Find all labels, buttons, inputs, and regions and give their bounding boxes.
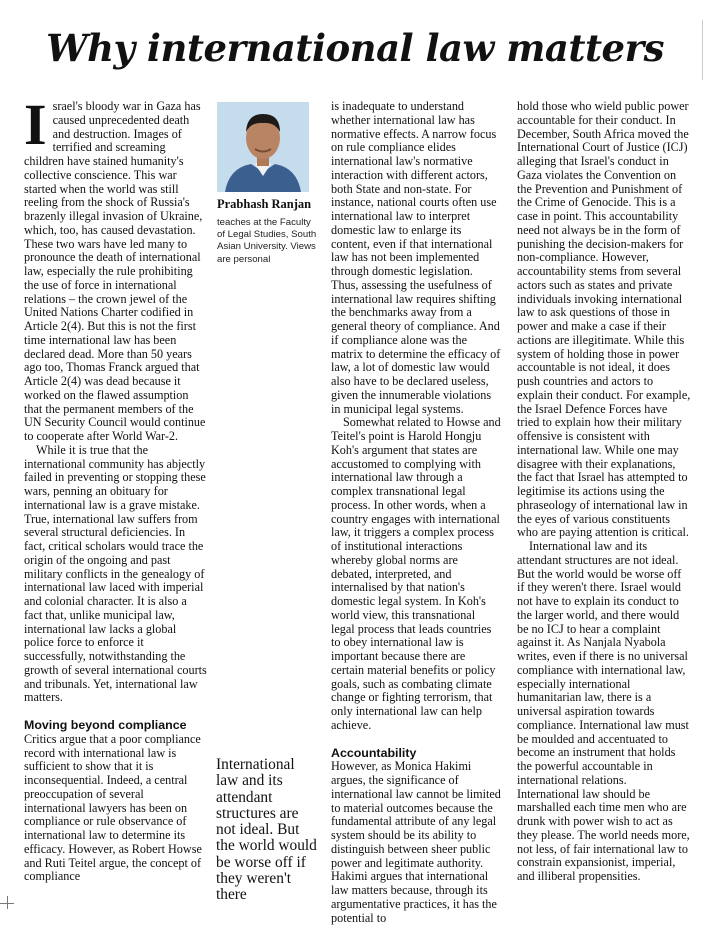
paragraph: is inadequate to understand whether international law has normative effects. A narrow focus on rule compliance elides international law's normative interaction with different actors, both State and non-state. For instance, national courts often use international law to interpret domestic law to enlarge its content, even if that international law has not been implemented through domestic legislation. Thus, assessing the usefulness of international law requires shifting the benchmarks away from a general theory of compliance. And if compliance alone was the matrix to determine the efficacy of law, a lot of domestic law would also have to be declared useless, given the innumerable violations in municipal legal systems.: [331, 99, 501, 416]
paragraph: [24, 92, 208, 444]
article-column-1: [24, 92, 208, 884]
article-column-3: [331, 100, 501, 925]
drop-cap: I: [24, 92, 47, 157]
paragraph: While it is true that the international community has abjectly failed in preventing or stopping these wars, penning an obituary for international law is a grave mistake. True, international law suffers from several structural deficiencies. In fact, critical scholars would trace the origin of the ongoing and past military conflicts in the genealogy of international law laced with imperial and colonial character. It is also a fact that, unlike municipal law, international law lacks a global police force to enforce it successfully, notwithstanding the growth of several international courts and tribunals. Yet, international law matters.: [24, 442, 207, 705]
crop-mark: [702, 20, 703, 80]
pull-quote: International law and its attendant structures are not ideal. But the world would be worse off if they weren't there: [216, 756, 317, 904]
author-portrait-icon: [217, 102, 309, 192]
subheading: Accountability: [331, 745, 417, 760]
article-column-4: [517, 100, 691, 884]
author-bio: teaches at the Faculty of Legal Studies, South Asian University. Views are personal: [217, 217, 317, 265]
paragraph: However, as Monica Hakimi argues, the significance of international law cannot be limited to material outcomes because the fundamental attribute of any legal system should be its ability to distinguish between sheer public power and legitimate authority. Hakimi argues that international law matters because, through its argumentative practices, it has the potential to: [331, 759, 501, 925]
author-name: Prabhash Ranjan: [217, 197, 312, 211]
paragraph: Somewhat related to Howse and Teitel's point is Harold Hongju Koh's argument that states are accustomed to complying with international law through a complex transnational legal process. In other words, when a country engages with international law, it triggers a complex process of institutional interactions whereby global norms are debated, interpreted, and internalised by that nation's domestic legal system. In Koh's world view, this transnational legal process that leads countries to obey international law is important because there are certain material benefits or policy goals, such as combating climate change or fighting terrorism, that only international law can help achieve.: [331, 415, 501, 732]
paragraph-text: srael's bloody war in Gaza has caused unprecedented death and destruction. Images of terrified and screaming children have stained humanity's collective conscience. This war started when the world was still reeling from the shock of Russia's brazenly illegal invasion of Ukraine, which, too, has caused devastation. These two wars have led many to pronounce the death of international law, especially the rule prohibiting the use of force in international relations – the crown jewel of the United Nations Charter codified in Article 2(4). But this is not the first time international law has been declared dead. More than 50 years ago too, Thomas Franck argued that Article 2(4) was dead because it worked on the flawed assumption that the permanent members of the UN Security Council would continue to cooperate after World War-2.: [24, 99, 206, 443]
crop-mark: [7, 896, 8, 909]
subheading: Moving beyond compliance: [24, 718, 187, 732]
headline: Why international law matters: [46, 26, 664, 70]
paragraph: hold those who wield public power accountable for their conduct. In December, South Africa moved the International Court of Justice (ICJ) alleging that Israel's conduct in Gaza violates the Convention on the Prevention and Punishment of the Crime of Genocide. This is a case in point. This accountability need not always be in the form of punishing the decision-makers for non-compliance. However, accountability stems from several actors such as states and private individuals invoking international law to ask questions of those in power and make a case if their actions are illegitimate. While this system of holding those in power accountable is not ideal, it does push countries and actors to explain their conduct. For example, the Israel Defence Forces have tried to explain how their military offensive is consistent with international law. While one may disagree with their explanations, the fact that Israel has attempted to legitimise its actions using the phraseology of international law in the eyes of various constituents who are paying attention is critical.: [517, 99, 691, 540]
paragraph: International law and its attendant structures are not ideal. But the world would be worse off if they weren't there. Israel would not have to explain its conduct to the larger world, and there would be no ICJ to hear a complaint against it. As Nanjala Nyabola writes, even if there is no universal compliance with international law, especially international humanitarian law, there is a universal aspiration towards compliance. International law must be moulded and accentuated to become an instrument that holds the powerful accountable in international relations. International law should be marshalled each time men who are drunk with power wish to act as they please. The world needs more, not less, of fair international law to constrain expansionist, imperial, and illiberal propensities.: [517, 539, 690, 883]
paragraph: Critics argue that a poor compliance record with international law is sufficient to show that it is inconsequential. Indeed, a central preoccupation of several international lawyers has been on compliance or rule observance of international law to determine its efficacy. However, as Robert Howse and Ruti Teitel argue, the concept of compliance: [24, 731, 202, 884]
author-photo: [217, 102, 309, 192]
